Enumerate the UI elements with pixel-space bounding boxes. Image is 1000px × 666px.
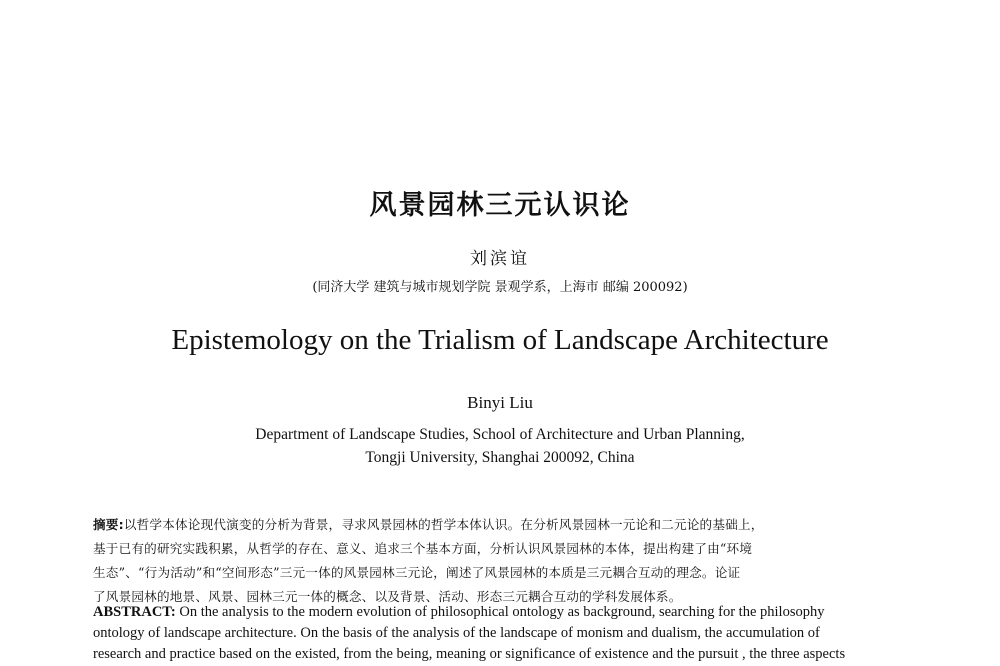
english-abstract-line: research and practice based on the existed, from the being, meaning or significance of existence and the pursuit , the three aspects xyxy=(93,646,846,662)
english-affiliation-line: Tongji University, Shanghai 200092, China xyxy=(365,449,635,466)
chinese-abstract-text: 以哲学本体论现代演变的分析为背景，寻求风景园林的哲学本体认识。在分析风景园林一元论和二元论的基础上， xyxy=(123,517,764,532)
chinese-author: 刘滨谊 xyxy=(470,249,530,269)
english-author: Binyi Liu xyxy=(467,393,533,412)
chinese-abstract-line: 了风景园林的地景、风景、园林三元一体的概念、以及背景、活动、形态三元耦合互动的学科发展体系。 xyxy=(93,589,682,604)
english-abstract-text: On the analysis to the modern evolution of philosophical ontology as background, searching for the philosophy xyxy=(179,604,825,620)
chinese-abstract-line xyxy=(93,514,913,533)
chinese-abstract-line: 基于已有的研究实践积累，从哲学的存在、意义、追求三个基本方面，分析认识风景园林的本体，提出构建了由“环境 xyxy=(93,541,753,556)
chinese-affiliation: (同济大学 建筑与城市规划学院 景观学系，上海市 邮编 200092) xyxy=(312,280,688,295)
english-abstract-line xyxy=(93,604,913,621)
english-title: Epistemology on the Trialism of Landscape Architecture xyxy=(171,324,829,356)
english-abstract-line: ontology of landscape architecture. On the basis of the analysis of the landscape of monism and dualism, the accumulation of xyxy=(93,625,820,641)
chinese-title: 风景园林三元认识论 xyxy=(369,190,631,221)
chinese-abstract-line: 生态”、“行为活动”和“空间形态”三元一体的风景园林三元论，阐述了风景园林的本质是三元耦合互动的理念。论证 xyxy=(93,565,741,580)
chinese-abstract-label: 摘要: xyxy=(93,517,124,532)
english-abstract-label: ABSTRACT: xyxy=(93,604,176,620)
english-affiliation-line: Department of Landscape Studies, School of Architecture and Urban Planning, xyxy=(255,426,745,443)
